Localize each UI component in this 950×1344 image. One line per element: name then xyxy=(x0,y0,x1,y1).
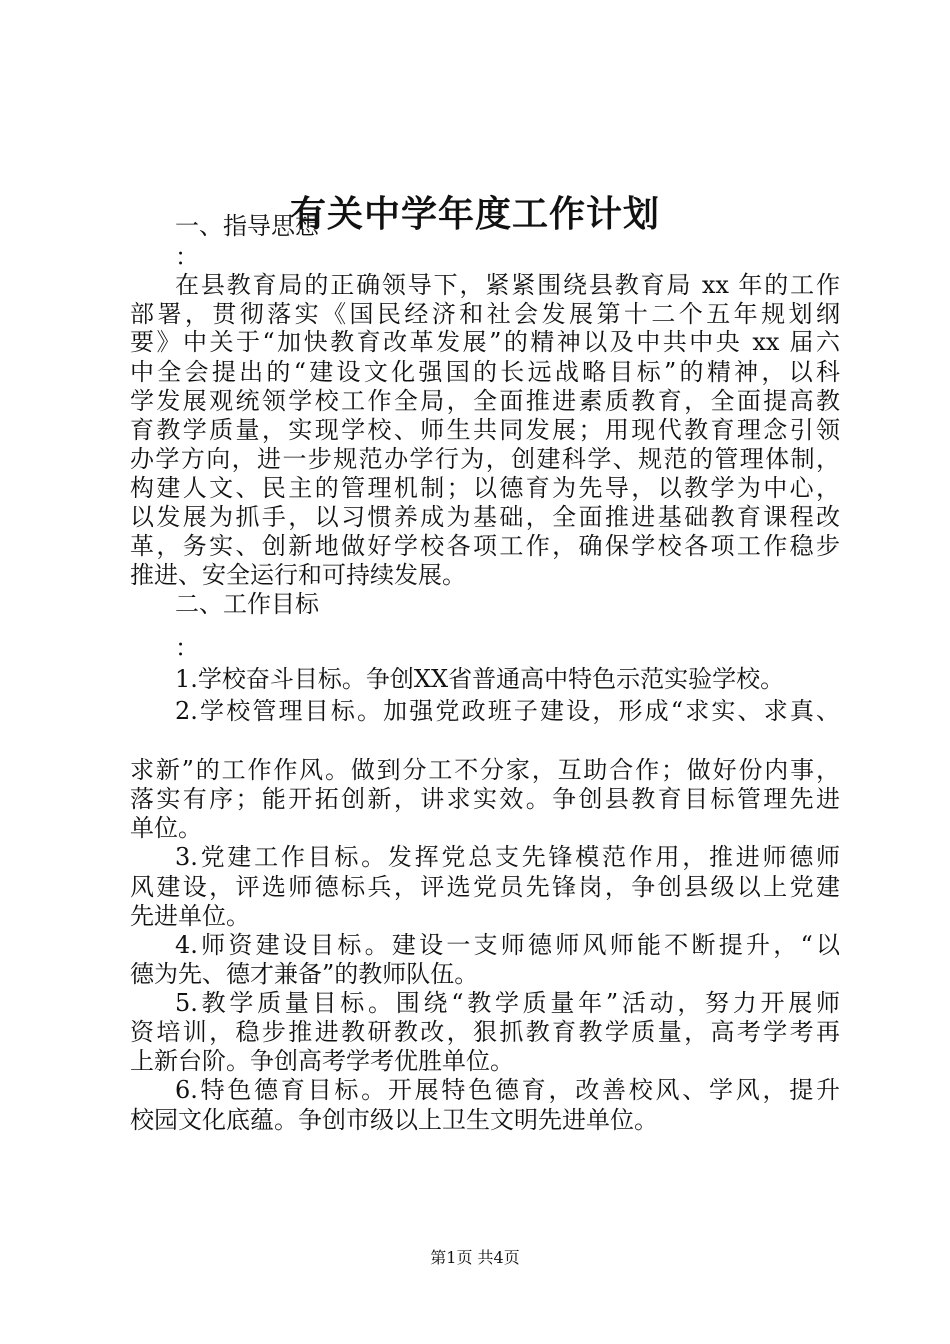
text-line: 6.特色德育目标。开展特色德育，改善校风、学风，提升 xyxy=(175,1076,840,1104)
text-line: 求新”的工作作风。做到分工不分家，互助合作；做好份内事， xyxy=(130,756,840,784)
text-line: 落实有序；能开拓创新，讲求实效。争创县教育目标管理先进 xyxy=(130,785,840,813)
text-line: 先进单位。 xyxy=(130,902,250,930)
text-line: 3.党建工作目标。发挥党总支先锋模范作用，推进师德师 xyxy=(175,843,840,871)
text-line: 以发展为抓手，以习惯养成为基础，全面推进基础教育课程改 xyxy=(130,503,840,531)
text-line: 中全会提出的“建设文化强国的长远战略目标”的精神，以科 xyxy=(130,358,840,386)
text-line: 风建设，评选师德标兵，评选党员先锋岗，争创县级以上党建 xyxy=(130,873,840,901)
page-footer: 第1页 共4页 xyxy=(430,1248,520,1267)
text-line: 校园文化底蕴。争创市级以上卫生文明先进单位。 xyxy=(130,1106,658,1134)
text-line: 构建人文、民主的管理机制；以德育为先导，以教学为中心， xyxy=(130,474,840,502)
text-line: 要》中关于“加快教育改革发展”的精神以及中共中央 xx 届六 xyxy=(130,328,840,356)
text-line: 学发展观统领学校工作全局，全面推进素质教育，全面提高教 xyxy=(130,387,840,415)
text-line: 上新台阶。争创高考学考优胜单位。 xyxy=(130,1047,514,1075)
text-line: 1.学校奋斗目标。争创XX省普通高中特色示范实验学校。 xyxy=(175,665,785,693)
text-line: 2.学校管理目标。加强党政班子建设，形成“求实、求真、 xyxy=(175,697,840,725)
text-line: 育教学质量，实现学校、师生共同发展；用现代教育理念引领 xyxy=(130,416,840,444)
text-line: 一、指导思想 xyxy=(175,212,319,240)
text-line: 二、工作目标 xyxy=(175,590,319,618)
text-line: 资培训，稳步推进教研教改，狠抓教育教学质量，高考学考再 xyxy=(130,1018,840,1046)
text-line: 单位。 xyxy=(130,814,202,842)
text-line: 德为先、德才兼备”的教师队伍。 xyxy=(130,960,479,988)
text-line: 推进、安全运行和可持续发展。 xyxy=(130,561,466,589)
text-line: ： xyxy=(175,243,199,271)
text-line: 4.师资建设目标。建设一支师德师风师能不断提升，“以 xyxy=(175,931,840,959)
text-line: ： xyxy=(175,634,199,662)
text-line: 部署，贯彻落实《国民经济和社会发展第十二个五年规划纲 xyxy=(130,300,840,328)
text-line: 革，务实、创新地做好学校各项工作，确保学校各项工作稳步 xyxy=(130,532,840,560)
text-line: 办学方向，进一步规范办学行为，创建科学、规范的管理体制， xyxy=(130,445,840,473)
text-line: 在县教育局的正确领导下，紧紧围绕县教育局 xx 年的工作 xyxy=(175,271,840,299)
text-line: 5.教学质量目标。围绕“教学质量年”活动，努力开展师 xyxy=(175,989,840,1017)
document-title: 有关中学年度工作计划 xyxy=(289,194,660,235)
